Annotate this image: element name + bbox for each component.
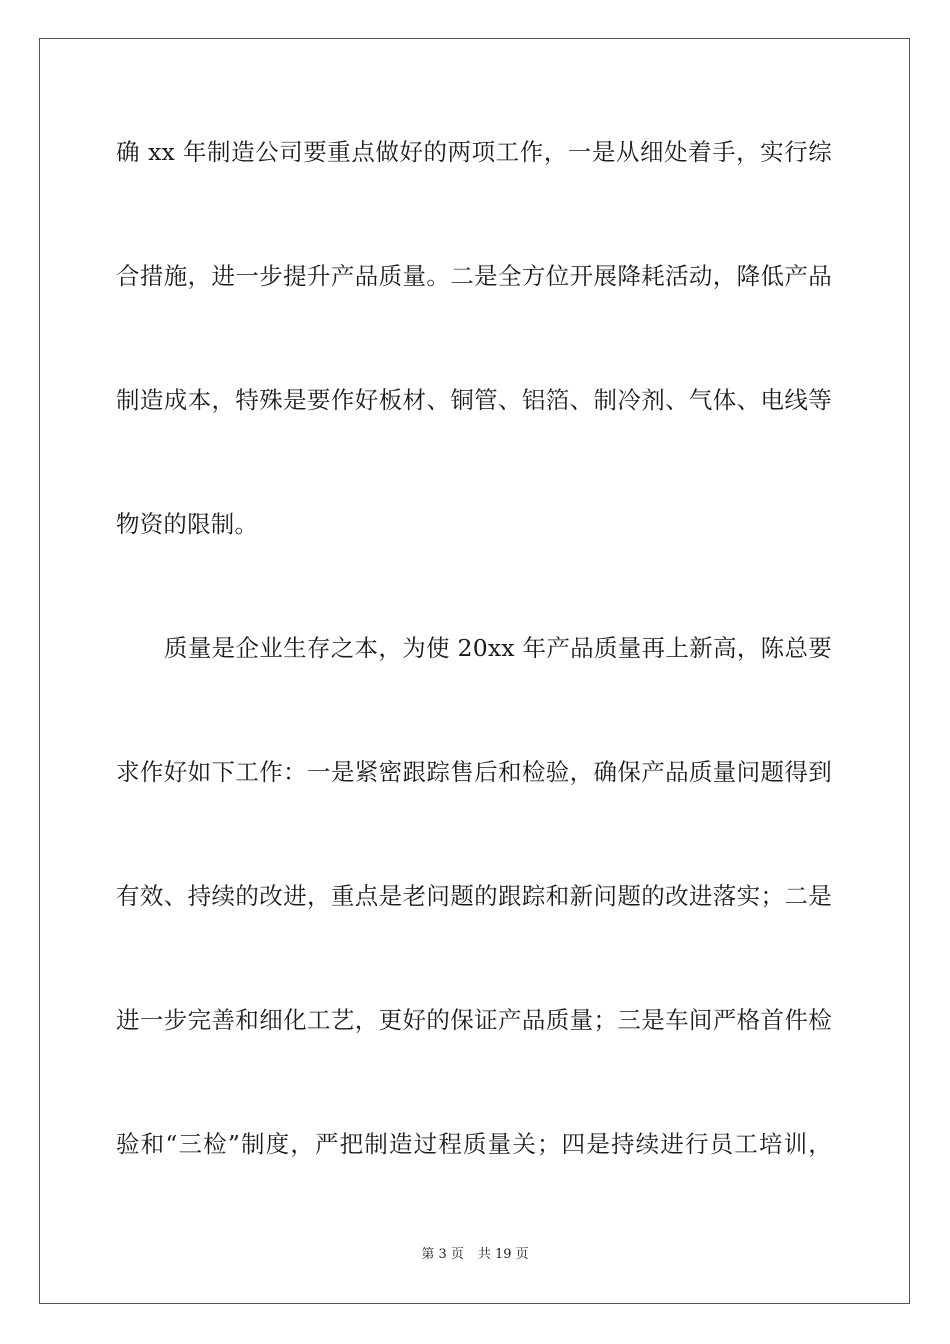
body-line-9: 验和“三检”制度，严把制造过程质量关；四是持续进行员工培训， — [116, 1130, 832, 1158]
body-line-8: 进一步完善和细化工艺，更好的保证产品质量；三是车间严格首件检 — [116, 1006, 832, 1034]
page-footer — [0, 1246, 950, 1264]
body-line-2: 合措施，进一步提升产品质量。二是全方位开展降耗活动，降低产品 — [116, 262, 832, 290]
body-line-1: 确 xx 年制造公司要重点做好的两项工作，一是从细处着手，实行综 — [116, 138, 832, 166]
page-border — [39, 38, 910, 1304]
body-line-6: 求作好如下工作：一是紧密跟踪售后和检验，确保产品质量问题得到 — [116, 758, 832, 786]
body-line-4: 物资的限制。 — [116, 510, 259, 538]
paragraph-2-first-line: 质量是企业生存之本，为使 20xx 年产品质量再上新高，陈总要 — [164, 634, 832, 662]
page-total: 共 19 页 — [477, 1247, 529, 1262]
page-number: 第 3 页 — [421, 1247, 464, 1262]
body-line-7: 有效、持续的改进，重点是老问题的跟踪和新问题的改进落实；二是 — [116, 882, 832, 910]
body-line-3: 制造成本，特殊是要作好板材、铜管、铝箔、制冷剂、气体、电线等 — [116, 386, 832, 414]
